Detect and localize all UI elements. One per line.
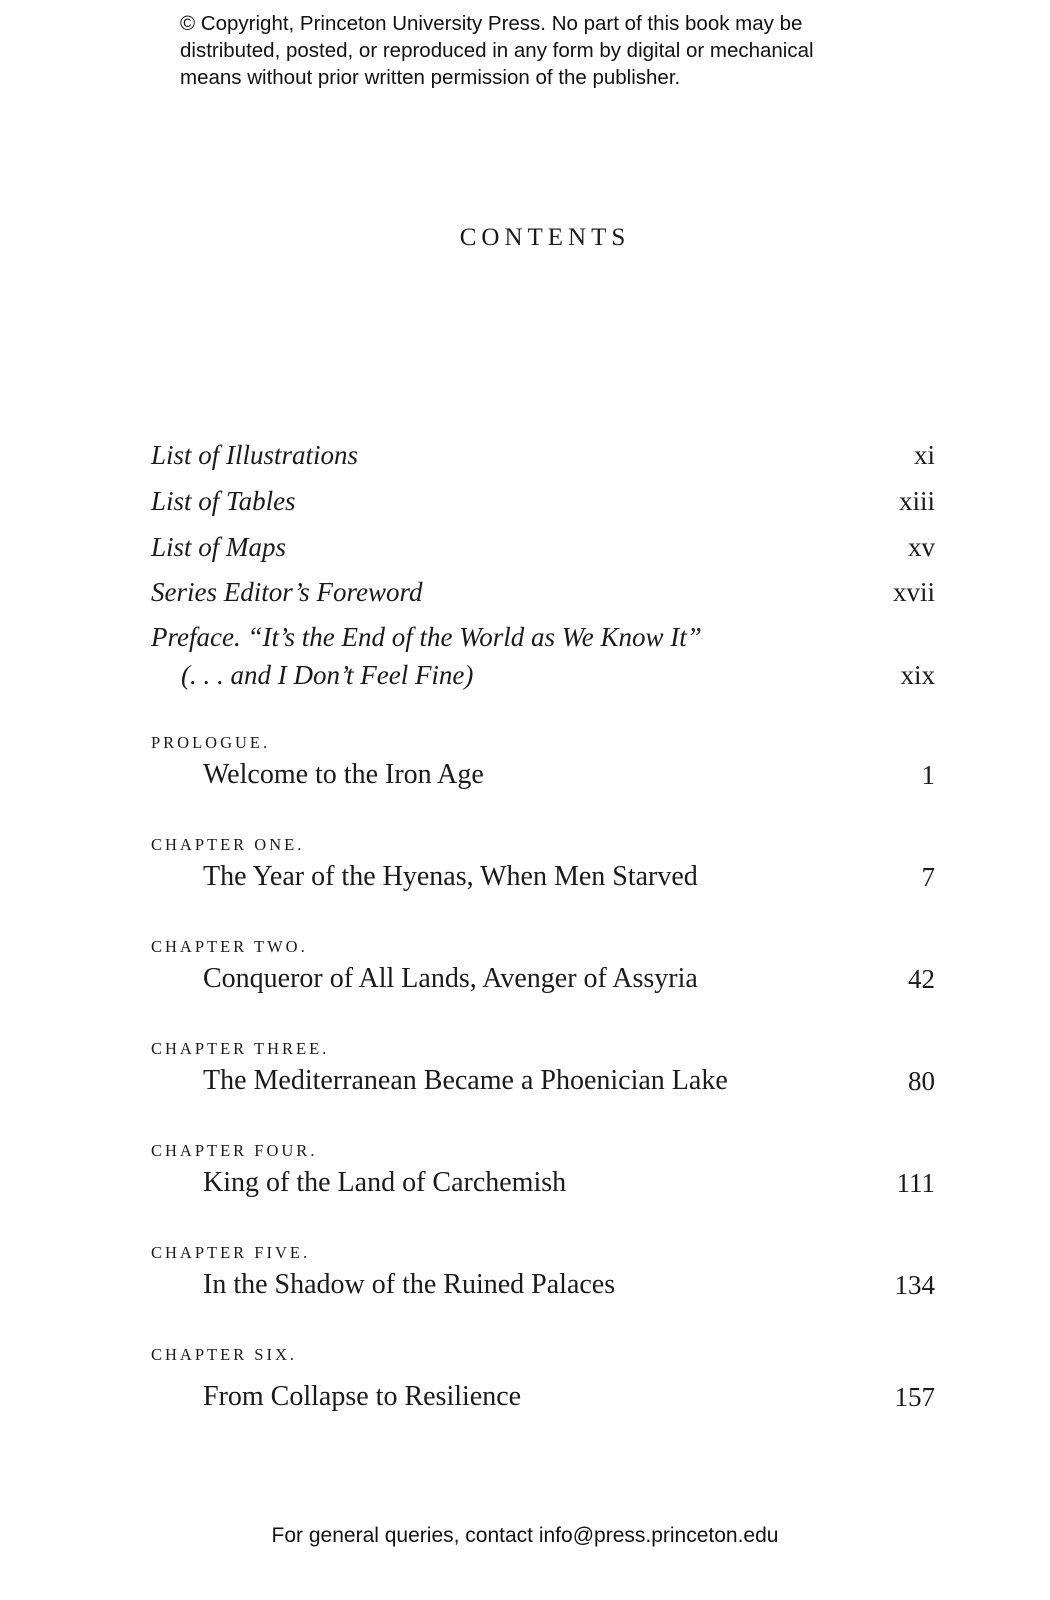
toc-entry-label: List of Tables xyxy=(151,486,296,516)
toc-entry-chapter-six[interactable] xyxy=(151,1345,935,1412)
toc-entry-page: xiii xyxy=(898,486,935,516)
toc-entry-series-editors-foreword[interactable] xyxy=(151,573,935,611)
toc-entry-list-of-tables[interactable] xyxy=(151,482,935,520)
chapter-title: The Mediterranean Became a Phoenician Lake xyxy=(203,1065,728,1096)
chapter-title: King of the Land of Carchemish xyxy=(203,1167,567,1198)
chapter-title: Conqueror of All Lands, Avenger of Assyria xyxy=(203,963,698,994)
chapter-page: 1 xyxy=(921,760,935,790)
toc-entry-chapter-four[interactable] xyxy=(151,1141,935,1198)
toc-entry-list-of-illustrations[interactable] xyxy=(151,436,935,474)
chapter-page: 134 xyxy=(894,1270,935,1300)
chapter-page: 157 xyxy=(894,1382,935,1412)
chapter-kicker: CHAPTER TWO. xyxy=(151,937,308,956)
chapter-kicker: PROLOGUE. xyxy=(151,733,271,752)
chapter-page: 80 xyxy=(908,1066,935,1096)
toc-entry-page: xv xyxy=(908,532,935,562)
toc-entry-label-line-2: (. . . and I Don’t Feel Fine) xyxy=(181,660,474,690)
chapter-title: In the Shadow of the Ruined Palaces xyxy=(203,1269,616,1300)
chapter-page: 111 xyxy=(896,1168,935,1198)
toc-entry-chapter-two[interactable] xyxy=(151,937,935,994)
toc-entry-label: Series Editor’s Foreword xyxy=(151,577,423,607)
chapter-kicker: CHAPTER ONE. xyxy=(151,835,305,854)
toc-entry-page: xvii xyxy=(892,577,935,607)
chapter-kicker: CHAPTER FIVE. xyxy=(151,1243,311,1262)
toc-entry-prologue[interactable] xyxy=(151,733,935,790)
toc-entry-list-of-maps[interactable] xyxy=(151,528,935,566)
chapter-page: 7 xyxy=(921,862,935,892)
toc-entry-label-line-1: Preface. “It’s the End of the World as We Know It” xyxy=(151,622,702,652)
toc-entry-page: xi xyxy=(913,440,935,470)
chapter-title: From Collapse to Resilience xyxy=(203,1381,522,1412)
toc-entry-chapter-one[interactable] xyxy=(151,835,935,892)
chapter-title: The Year of the Hyenas, When Men Starved xyxy=(203,861,698,892)
footer-contact: For general queries, contact info@press.princeton.edu xyxy=(271,1524,779,1547)
copyright-notice xyxy=(180,10,900,91)
toc-entry-page: xix xyxy=(900,660,935,690)
toc-entry-chapter-five[interactable] xyxy=(151,1243,935,1300)
chapter-kicker: CHAPTER THREE. xyxy=(151,1039,330,1058)
chapter-kicker: CHAPTER FOUR. xyxy=(151,1141,318,1160)
copyright-line-1: © Copyright, Princeton University Press. No part of this book may be xyxy=(180,12,803,35)
chapter-kicker: CHAPTER SIX. xyxy=(151,1345,298,1364)
toc-entry-label: List of Maps xyxy=(151,532,287,562)
copyright-line-2: distributed, posted, or reproduced in any form by digital or mechanical xyxy=(180,39,814,62)
chapter-page: 42 xyxy=(908,964,935,994)
toc-entry-preface[interactable] xyxy=(151,618,935,694)
contents-heading: CONTENTS xyxy=(459,224,631,251)
copyright-line-3: means without prior written permission of the publisher. xyxy=(180,66,681,89)
toc-entry-chapter-three[interactable] xyxy=(151,1039,935,1096)
toc-entry-label: List of Illustrations xyxy=(151,440,359,470)
chapter-title: Welcome to the Iron Age xyxy=(203,759,484,790)
